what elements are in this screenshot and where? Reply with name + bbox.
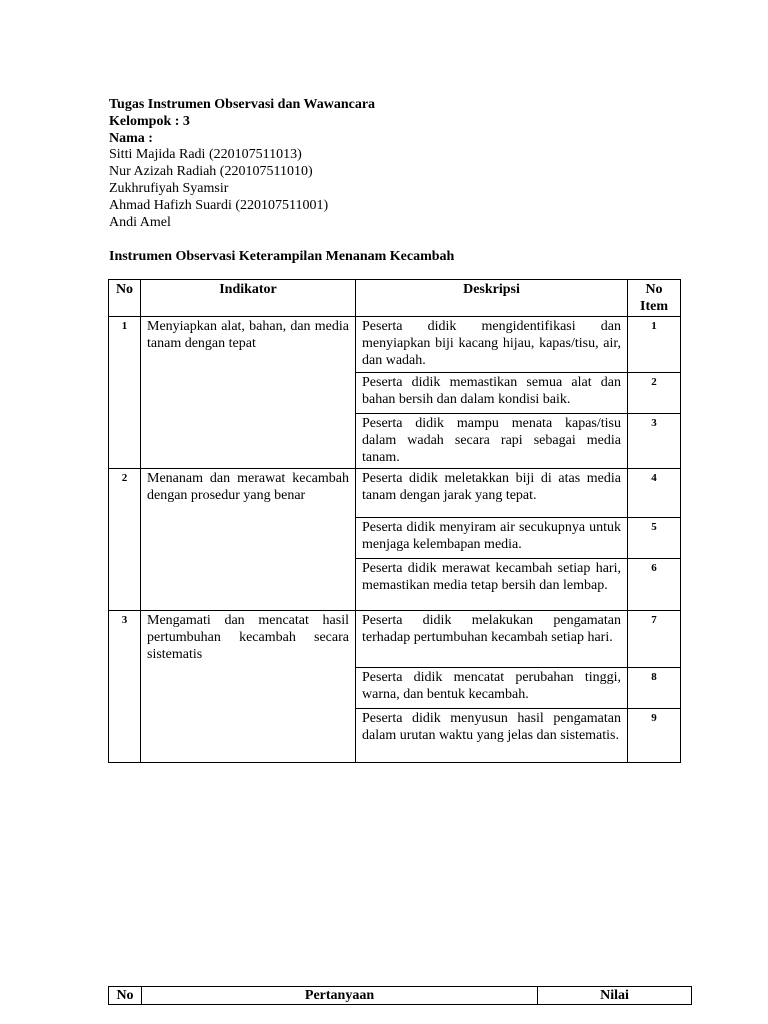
header-no: No	[109, 987, 142, 1005]
member-name: Zukhrufiyah Syamsir	[109, 180, 229, 196]
member-name: Ahmad Hafizh Suardi (220107511001)	[109, 197, 329, 213]
member-name: Andi Amel	[109, 214, 171, 230]
names-label: Nama :	[109, 130, 153, 146]
table-row	[109, 317, 681, 373]
description-cell: Peserta didik menyusun hasil pengamatan dalam urutan waktu yang jelas dan sistematis.	[356, 709, 628, 763]
item-number: 5	[628, 518, 681, 559]
header-score: Nilai	[538, 987, 692, 1005]
table-header-row	[109, 280, 681, 317]
item-number: 8	[628, 668, 681, 709]
table-row	[109, 469, 681, 518]
document-header	[109, 97, 679, 231]
description-cell: Peserta didik melakukan pengamatan terhadap pertumbuhan kecambah setiap hari.	[356, 611, 628, 668]
indicator-number: 3	[109, 611, 141, 763]
indicator-text: Mengamati dan mencatat hasil pertumbuhan kecambah secara sistematis	[141, 611, 356, 763]
indicator-text: Menyiapkan alat, bahan, dan media tanam dengan tepat	[141, 317, 356, 469]
group-number: Kelompok : 3	[109, 113, 190, 129]
header-description: Deskripsi	[356, 280, 628, 317]
header-item-number: No Item	[628, 280, 681, 317]
indicator-number: 1	[109, 317, 141, 469]
member-name: Nur Azizah Radiah (220107511010)	[109, 164, 313, 180]
item-number: 3	[628, 414, 681, 469]
table-header-row	[109, 987, 692, 1005]
member-name: Sitti Majida Radi (220107511013)	[109, 147, 302, 163]
header-indicator: Indikator	[141, 280, 356, 317]
item-number: 4	[628, 469, 681, 518]
document-title: Tugas Instrumen Observasi dan Wawancara	[109, 97, 376, 112]
description-cell: Peserta didik memastikan semua alat dan bahan bersih dan dalam kondisi baik.	[356, 373, 628, 414]
description-cell: Peserta didik meletakkan biji di atas media tanam dengan jarak yang tepat.	[356, 469, 628, 518]
description-cell: Peserta didik menyiram air secukupnya untuk menjaga kelembapan media.	[356, 518, 628, 559]
indicator-text: Menanam dan merawat kecambah dengan prosedur yang benar	[141, 469, 356, 611]
observation-table	[108, 279, 681, 763]
table-row	[109, 611, 681, 668]
item-number: 6	[628, 559, 681, 611]
indicator-number: 2	[109, 469, 141, 611]
item-number: 2	[628, 373, 681, 414]
description-cell: Peserta didik merawat kecambah setiap hari, memastikan media tetap bersih dan lembap.	[356, 559, 628, 611]
item-number: 7	[628, 611, 681, 668]
header-question: Pertanyaan	[142, 987, 538, 1005]
section-title: Instrumen Observasi Keterampilan Menanam Kecambah	[109, 249, 455, 264]
item-number: 1	[628, 317, 681, 373]
description-cell: Peserta didik mencatat perubahan tinggi, warna, dan bentuk kecambah.	[356, 668, 628, 709]
interview-question-table	[108, 986, 692, 1005]
description-cell: Peserta didik mengidentifikasi dan menyiapkan biji kacang hijau, kapas/tisu, air, dan wadah.	[356, 317, 628, 373]
description-cell: Peserta didik mampu menata kapas/tisu dalam wadah secara rapi sebagai media tanam.	[356, 414, 628, 469]
header-no: No	[109, 280, 141, 317]
item-number: 9	[628, 709, 681, 763]
